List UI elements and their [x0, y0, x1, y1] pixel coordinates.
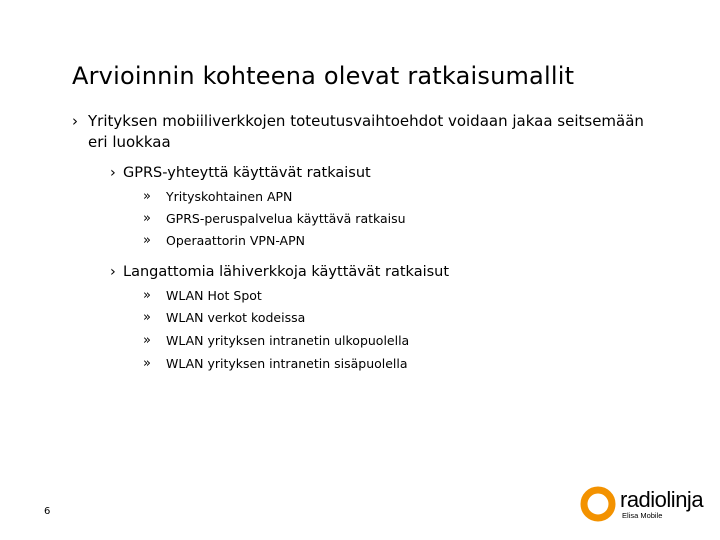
list-item-text: WLAN verkot kodeissa [166, 310, 306, 325]
radiolinja-logo-icon [580, 486, 616, 522]
list-item-text: GPRS-peruspalvelua käyttävä ratkaisu [166, 211, 406, 226]
main-bullet [72, 111, 662, 153]
bullet-marker: › [110, 264, 116, 280]
bullet-marker: » [143, 211, 151, 226]
list-item-text: Yrityskohtainen APN [166, 189, 293, 204]
logo-tagline: Elisa Mobile [622, 510, 663, 520]
bullet-marker: » [143, 288, 151, 303]
bullet-marker: › [72, 112, 78, 130]
list-item [143, 288, 262, 304]
list-item [143, 333, 409, 349]
group-heading-gprs [110, 164, 371, 182]
slide-title: Arvioinnin kohteena olevat ratkaisumallit [72, 62, 575, 90]
list-item [143, 310, 305, 326]
bullet-marker: » [143, 333, 151, 348]
list-item [143, 356, 408, 372]
bullet-marker: » [143, 233, 151, 248]
bullet-marker: » [143, 310, 151, 325]
list-item [143, 233, 305, 249]
group-heading-text: GPRS-yhteyttä käyttävät ratkaisut [123, 165, 371, 181]
main-bullet-text: Yrityksen mobiiliverkkojen toteutusvaihtoehdot voidaan jakaa seitsemään eri luokkaa [88, 112, 644, 151]
group-heading-wlan [110, 263, 449, 281]
bullet-marker: » [143, 189, 151, 204]
list-item [143, 189, 292, 205]
list-item-text: Operaattorin VPN-APN [166, 233, 305, 248]
radiolinja-logo [580, 486, 703, 522]
page-number: 6 [44, 506, 51, 517]
list-item [143, 211, 406, 227]
group-heading-text: Langattomia lähiverkkoja käyttävät ratkaisut [123, 264, 450, 280]
list-item-text: WLAN yrityksen intranetin ulkopuolella [166, 333, 410, 348]
list-item-text: WLAN Hot Spot [166, 288, 262, 303]
logo-name: radiolinja [620, 486, 704, 512]
bullet-marker: › [110, 165, 116, 181]
list-item-text: WLAN yrityksen intranetin sisäpuolella [166, 356, 408, 371]
bullet-marker: » [143, 356, 151, 371]
